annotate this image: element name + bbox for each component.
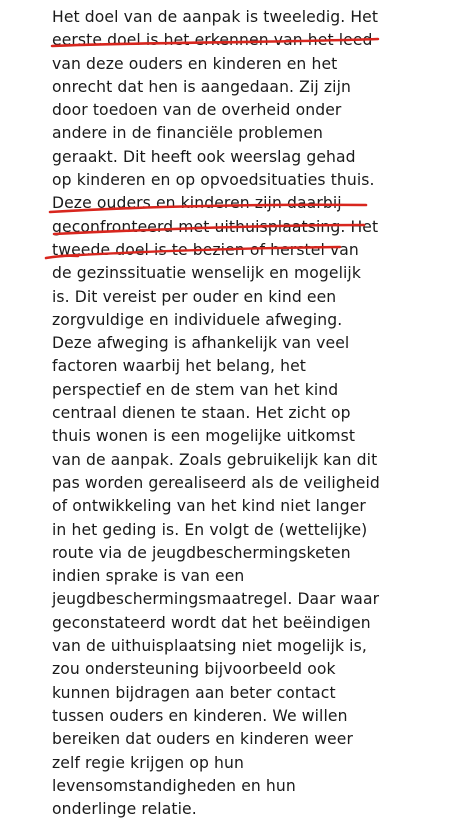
text-line: is. Dit vereist per ouder en kind een: [52, 287, 337, 306]
text-line: geraakt. Dit heeft ook weerslag gehad: [52, 147, 356, 166]
text-line: bereiken dat ouders en kinderen weer: [52, 730, 353, 749]
text-line: levensomstandigheden en hun: [52, 776, 296, 795]
text-line: eerste doel is het erkennen van het leed: [52, 31, 373, 50]
text-line: Het doel van de aanpak is tweeledig. Het: [52, 8, 379, 26]
text-line: onderlinge relatie.: [52, 800, 197, 819]
body-paragraph: [52, 6, 452, 821]
text-line: route via de jeugdbeschermingsketen: [52, 543, 351, 562]
text-line: van deze ouders en kinderen en het: [52, 54, 338, 73]
text-line: tweede doel is te bezien of herstel van: [52, 240, 359, 259]
text-line: tussen ouders en kinderen. We willen: [52, 706, 348, 725]
text-line: andere in de financiële problemen: [52, 124, 323, 143]
text-line: van de uithuisplaatsing niet mogelijk is,: [52, 637, 367, 656]
text-line: in het geding is. En volgt de (wettelijke): [52, 520, 368, 539]
text-line: thuis wonen is een mogelijke uitkomst: [52, 427, 356, 446]
text-line: onrecht dat hen is aangedaan. Zij zijn: [52, 77, 351, 96]
text-line: geconstateerd wordt dat het beëindigen: [52, 613, 371, 632]
text-line: zou ondersteuning bijvoorbeeld ook: [52, 660, 336, 679]
text-line: factoren waarbij het belang, het: [52, 357, 306, 376]
text-line: zorgvuldige en individuele afweging.: [52, 310, 343, 329]
text-line: jeugdbeschermingsmaatregel. Daar waar: [52, 590, 380, 609]
text-line: van de aanpak. Zoals gebruikelijk kan dit: [52, 450, 378, 469]
text-line: centraal dienen te staan. Het zicht op: [52, 404, 351, 423]
text-line: Deze afweging is afhankelijk van veel: [52, 334, 350, 353]
text-line: pas worden gerealiseerd als de veiligheid: [52, 473, 380, 492]
text-line: geconfronteerd met uithuisplaatsing. Het: [52, 217, 379, 236]
text-line: Deze ouders en kinderen zijn daarbij: [52, 194, 342, 213]
text-line: indien sprake is van een: [52, 567, 245, 586]
text-line: op kinderen en op opvoedsituaties thuis.: [52, 171, 375, 190]
text-line: of ontwikkeling van het kind niet langer: [52, 497, 366, 516]
text-line: kunnen bijdragen aan beter contact: [52, 683, 336, 702]
text-line: zelf regie krijgen op hun: [52, 753, 244, 772]
text-line: door toedoen van de overheid onder: [52, 101, 342, 120]
text-line: perspectief en de stem van het kind: [52, 380, 339, 399]
text-line: de gezinssituatie wenselijk en mogelijk: [52, 264, 361, 283]
